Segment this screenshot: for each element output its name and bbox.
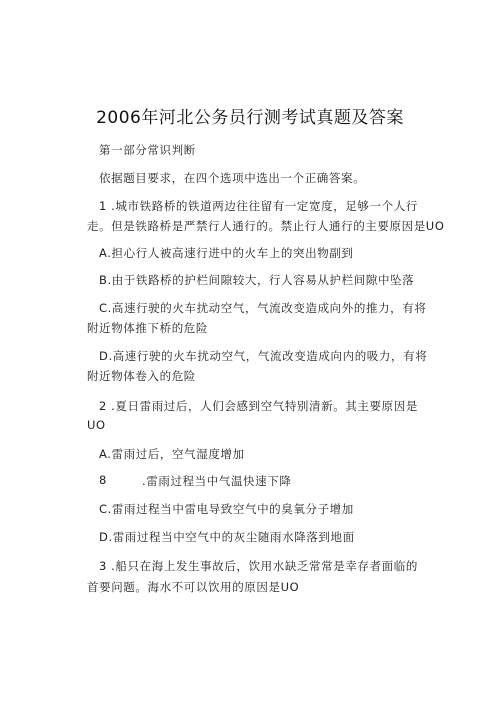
question-2-option-b-number: 8 xyxy=(99,473,107,487)
question-2-line-1: 2 .夏日雷雨过后，人们会感到空气特别清新。其主要原因是 xyxy=(99,399,418,413)
question-3-line-1: 3 .船只在海上发生事故后，饮用水缺乏常常是幸存者面临的 xyxy=(99,559,418,573)
question-1-option-a: A.担心行人被高速行进中的火车上的突出物副到 xyxy=(99,246,354,260)
question-1-option-d-line-1: D.高速行驶的火车扰动空气，气流改变造成向内的吸力，有将 xyxy=(99,349,428,363)
document-title: 2006年河北公务员行测考试真题及答案 xyxy=(96,108,404,128)
section-heading: 第一部分常识判断 xyxy=(99,143,196,157)
question-1-option-b: B.由于铁路桥的护栏间隙较大，行人容易从护栏间隙中坠落 xyxy=(99,273,415,287)
question-1-line-1: 1 .城市铁路桥的铁道两边往往留有一定宽度，足够一个人行 xyxy=(99,199,418,213)
question-2-option-b: .雷雨过程当中气温快速下降 xyxy=(142,474,292,488)
question-3-line-2: 首要问题。海水不可以饮用的原因是UO xyxy=(87,580,300,594)
instructions: 依据题目要求，在四个选项中选出一个正确答案。 xyxy=(99,171,366,185)
question-1-line-2: 走。但是铁路桥是严禁行人通行的。禁止行人通行的主要原因是UO xyxy=(87,219,445,233)
question-1-option-d-line-2: 附近物体卷入的危险 xyxy=(87,369,196,383)
question-2-option-a: A.雷雨过后，空气湿度增加 xyxy=(99,447,245,461)
question-2-option-d: D.雷雨过程当中空气中的灰尘随雨水降落到地面 xyxy=(99,530,355,544)
question-2-option-c: C.雷雨过程当中雷电导致空气中的臭氧分子增加 xyxy=(99,502,354,516)
question-1-option-c-line-2: 附近物体推下桥的危险 xyxy=(87,321,208,335)
question-1-option-c-line-1: C.高速行驶的火车扰动空气，气流改变造成向外的推力，有将 xyxy=(99,301,427,315)
question-2-line-2: UO xyxy=(87,418,106,432)
